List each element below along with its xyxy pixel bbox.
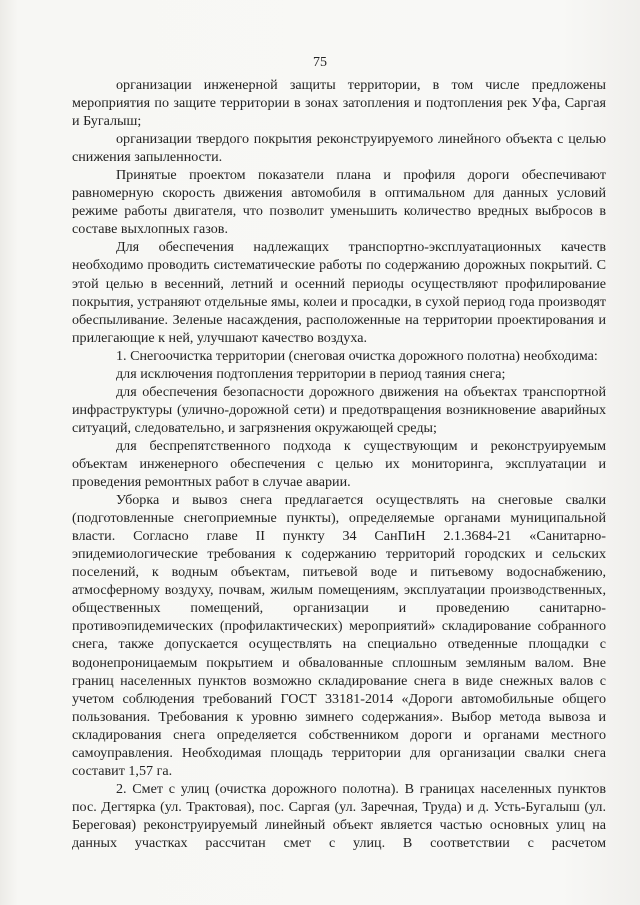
paragraph: 1. Снегоочистка территории (снеговая очистка дорожного полотна) необходима: (116, 347, 598, 364)
paragraph: организации инженерной защиты территории, в том числе предложены мероприятия по защите территории в зонах затопления и подтопления рек Уфа, Саргая и Бугалыш; (72, 77, 606, 130)
paragraph: Для обеспечения надлежащих транспортно-эксплуатационных качеств необходимо проводить систематические работы по содержанию дорожных покрытий. С этой целью в весенний, летний и осенний периоды осуществляют профилирование покрытия, устраняют отдельные ямы, колеи и просадки, в сухой период года производят обеспыливание. Зеленые насаждения, расположенные на территории проектирования и прилегающие к ней, улучшают качество воздуха. (72, 239, 606, 346)
paragraph: Уборка и вывоз снега предлагается осуществлять на снеговые свалки (подготовленные снегоприемные пункты), определяемые органами муниципальной власти. Согласно главе II пункту 34 СанПиН 2.1.3684-21 «Санитарно-эпидемиологические требования к содержанию территорий городских и сельских поселений, к водным объектам, питьевой воде и питьевому водоснабжению, атмосферному воздуху, почвам, жилым помещениям, эксплуатации производственных, общественных помещений, организации и проведению санитарно-противоэпидемических (профилактических) мероприятий» складирование собранного снега, также допускается осуществлять на специально отведенные площадки с водонепроницаемым покрытием и обвалованные сплошным земляным валом. Вне границ населенных пунктов возможно складирование снега в виде снежных валов с учетом соблюдения требований ГОСТ 33181-2014 «Дороги автомобильные общего пользования. Требования к уровню зимнего содержания». Выбор метода вывоза и складирования снега определяется собственником дороги и органами местного самоуправления. Необходимая площадь территории для организации свалки снега составит 1,57 га. (72, 492, 606, 779)
paragraph: Принятые проектом показатели плана и профиля дороги обеспечивают равномерную скорость движения автомобиля в оптимальном для данных условий режиме работы двигателя, что позволит уменьшить количество вредных выбросов в составе выхлопных газов. (72, 167, 606, 238)
paragraph: для обеспечения безопасности дорожного движения на объектах транспортной инфраструктуры (улично-дорожной сети) и предотвращения возникновение аварийных ситуаций, следовательно, и загрязнения окружающей среды; (72, 383, 606, 436)
paragraph: для беспрепятственного подхода к существующим и реконструируемым объектам инженерного обеспечения с целью их мониторинга, эксплуатации и проведения ремонтных работ в случае аварии. (72, 437, 606, 491)
body-text (72, 76, 606, 852)
paragraph: 2. Смет с улиц (очистка дорожного полотна). В границах населенных пунктов пос. Дегтярка (ул. Трактовая), пос. Саргая (ул. Заречная, Труда) и д. Усть-Бугалыш (ул. Береговая) реконструируемый линейный объект является частью основных улиц на данных участках рассчитан смет с улиц. В соответствии с расчетом (72, 780, 606, 851)
paragraph: для исключения подтопления территории в период таяния снега; (116, 365, 506, 382)
page-number: 75 (313, 55, 327, 70)
paragraph: организации твердого покрытия реконструируемого линейного объекта с целью снижения запыленности. (72, 131, 606, 166)
